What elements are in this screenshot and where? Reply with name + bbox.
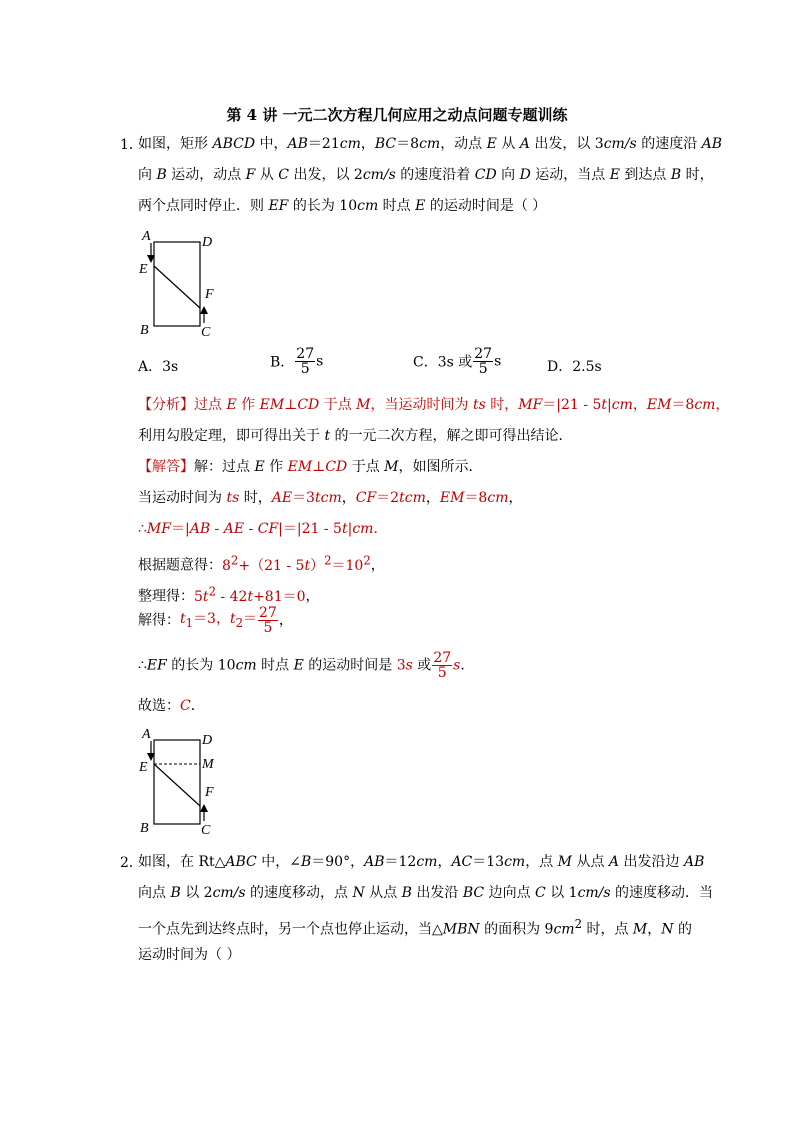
segment-ef-2 — [154, 764, 200, 806]
label-a: A — [142, 229, 151, 244]
q1-line-1: 如图，矩形 ABCD 中，AB＝21cm，BC＝8cm，动点 E 从 A 出发，以 3cm/s 的速度沿 AB — [138, 136, 723, 152]
segment-ef — [154, 266, 200, 308]
label-m: M — [202, 757, 214, 772]
label-f: F — [205, 287, 214, 302]
option-b[interactable]: B． $\frac{27}{5}$ s — [270, 346, 324, 377]
analysis-line-2: 利用勾股定理，即可得出关于 t 的一元二次方程，解之即可得出结论． — [138, 428, 573, 444]
q2-line-4: 运动时间为（ ） — [138, 947, 241, 963]
solution-line-4: 根据题意得：$8^2+(21 - 5t)^2=10^2$， — [138, 553, 385, 574]
label-d: D — [202, 235, 213, 250]
label-b-2: B — [140, 821, 149, 836]
page-title: 第 4 讲 一元二次方程几何应用之动点问题专题训练 — [226, 106, 568, 124]
solution-line-2: 当运动时间为 ts 时，AE＝3tcm，CF＝2tcm，EM＝8cm， — [138, 490, 523, 506]
label-e-2: E — [139, 760, 148, 775]
option-c[interactable]: C．3s 或 $\frac{27}{5}$ s — [413, 346, 502, 377]
label-c-2: C — [201, 823, 211, 838]
q1-line-2: 向 B 运动，动点 F 从 C 出发，以 2cm/s 的速度沿着 CD 向 D 运动，当点 E 到达点 B 时， — [138, 167, 714, 183]
solution-tag: 【解答】 — [138, 459, 194, 475]
solution-line-1: 【解答】解：过点 E 作 EM⊥CD 于点 M，如图所示． — [138, 459, 483, 475]
analysis-tag: 【分析】 — [138, 397, 194, 413]
arrow-f-head — [200, 306, 208, 314]
figure-1-rectangle-diagram — [136, 226, 226, 340]
arrow-f-head-2 — [200, 804, 208, 812]
label-b: B — [140, 323, 149, 338]
q1-line-3: 两个点同时停止．则 EF 的长为 10cm 时点 E 的运动时间是（ ） — [138, 198, 547, 214]
solution-line-3: ∴MF＝|AB - AE - CF|＝|21 - 5t|cm． — [138, 521, 388, 537]
option-d[interactable]: D．2.5s — [547, 359, 602, 375]
rectangle-abcd — [154, 242, 200, 326]
analysis-line-1: 【分析】过点 E 作 EM⊥CD 于点 M，当运动时间为 ts 时，MF＝|21 - 5t|cm，EM＝8cm， — [138, 397, 730, 413]
label-f-2: F — [205, 785, 214, 800]
rectangle-abcd-2 — [154, 740, 200, 824]
q2-line-2: 向点 B 以 2cm/s 的速度移动，点 N 从点 B 出发沿 BC 边向点 C 以 1cm/s 的速度移动．当 — [138, 885, 714, 901]
solution-line-7: ∴EF 的长为 10cm 时点 E 的运动时间是 3s 或 $\frac{27}{5}$ s． — [138, 650, 475, 681]
solution-line-8: 故选：C． — [138, 698, 205, 714]
question-1-number: 1． — [120, 137, 143, 153]
label-e: E — [139, 262, 148, 277]
label-d-2: D — [202, 733, 213, 748]
solution-line-6: 解得：$t_1=3$，$t_2=$ $\frac{27}{5}$ ， — [138, 605, 293, 636]
question-2-number: 2． — [120, 855, 143, 871]
q2-line-1: 如图，在 Rt△ABC 中，∠B＝90°，AB＝12cm，AC＝13cm，点 M 从点 A 出发沿边 AB — [138, 854, 705, 870]
solution-line-5: 整理得：$5t^2 - 42t+81=0$， — [138, 584, 320, 605]
label-c: C — [201, 325, 211, 340]
option-a[interactable]: A．3s — [138, 359, 179, 375]
figure-2-rectangle-diagram — [136, 724, 226, 838]
q2-line-3: 一个点先到达终点时，另一个点也停止运动，当△MBN 的面积为 $9cm^2$ 时，点 M，N 的 — [138, 917, 692, 938]
label-a-2: A — [142, 727, 151, 742]
